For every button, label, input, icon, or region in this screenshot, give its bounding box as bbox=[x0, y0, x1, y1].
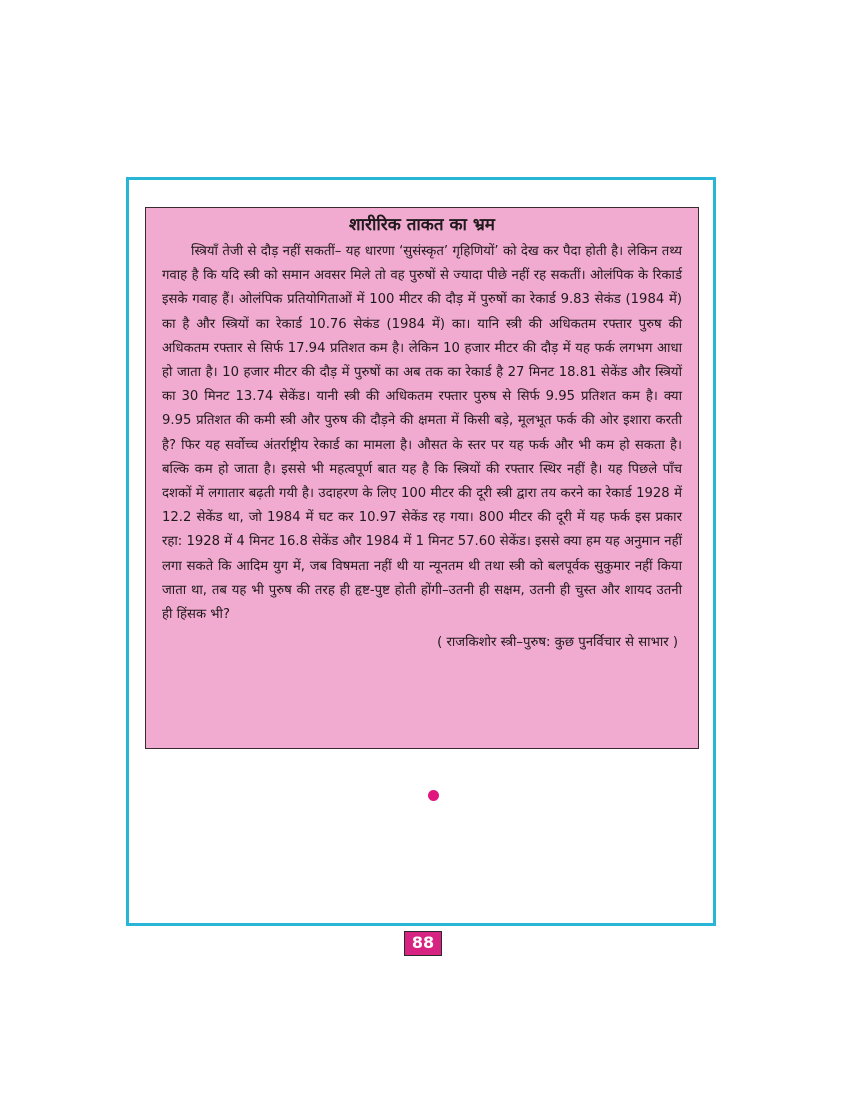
page-number: 88 bbox=[404, 931, 442, 956]
box-body-text: स्त्रियाँ तेजी से दौड़ नहीं सकतीं– यह धारणा ‘सुसंस्कृत’ गृहिणियों’ को देख कर पैदा होती है। लेकिन तथ्य गवाह है कि यदि स्त्री को समान अवसर मिले तो वह पुरुषों से ज्यादा पीछे नहीं रह सकतीं। ओलंपिक के रिकार्ड इसके गवाह हैं। ओलंपिक प्रतियोगिताओं में 100 मीटर की दौड़ में पुरुषों का रेकार्ड 9.83 सेकंड (1984 में) का है और स्त्रियों का रेकार्ड 10.76 सेकंड (1984 में) का। यानि स्त्री की अधिकतम रफ्तार पुरुष की अधिकतम रफ्तार से सिर्फ 17.94 प्रतिशत कम है। लेकिन 10 हजार मीटर की दौड़ में यह फर्क लगभग आधा हो जाता है। 10 हजार मीटर की दौड़ में पुरुषों का अब तक का रेकार्ड है 27 मिनट 18.81 सेकेंड और स्त्रियों का 30 मिनट 13.74 सेकेंड। यानी स्त्री की अधिकतम रफ्तार पुरुष से सिर्फ 9.95 प्रतिशत कम है। क्या 9.95 प्रतिशत की कमी स्त्री और पुरुष की दौड़ने की क्षमता में किसी बड़े, मूलभूत फर्क की ओर इशारा करती है? फिर यह सर्वोच्च अंतर्राष्ट्रीय रेकार्ड का मामला है। औसत के स्तर पर यह फर्क और भी कम हो सकता है। बल्कि कम हो जाता है। इससे भी महत्वपूर्ण बात यह है कि स्त्रियों की रफ्तार स्थिर नहीं है। यह पिछले पाँच दशकों में लगातार बढ़ती गयी है। उदाहरण के लिए 100 मीटर की दूरी स्त्री द्वारा तय करने का रेकार्ड 1928 में 12.2 सेकेंड था, जो 1984 में घट कर 10.97 सेकेंड रह गया। 800 मीटर की दूरी में यह फर्क इस प्रकार रहा: 1928 में 4 मिनट 16.8 सेकेंड और 1984 में 1 मिनट 57.60 सेकेंड। इससे क्या हम यह अनुमान नहीं लगा सकते कि आदिम युग में, जब विषमता नहीं थी या न्यूनतम थी तथा स्त्री को बलपूर्वक सुकुमार नहीं किया जाता था, तब यह भी पुरुष की तरह ही हृष्ट-पुष्ट होती होंगी–उतनी ही सक्षम, उतनी ही चुस्त और शायद उतनी ही हिंसक भी? bbox=[162, 244, 682, 623]
box-title: शारीरिक ताकत का भ्रम bbox=[349, 215, 495, 235]
source-citation: ( राजकिशोर स्त्री–पुरुष: कुछ पुनर्विचार से साभार ) bbox=[437, 635, 678, 651]
info-box bbox=[145, 207, 699, 749]
decorative-dot bbox=[428, 790, 439, 801]
